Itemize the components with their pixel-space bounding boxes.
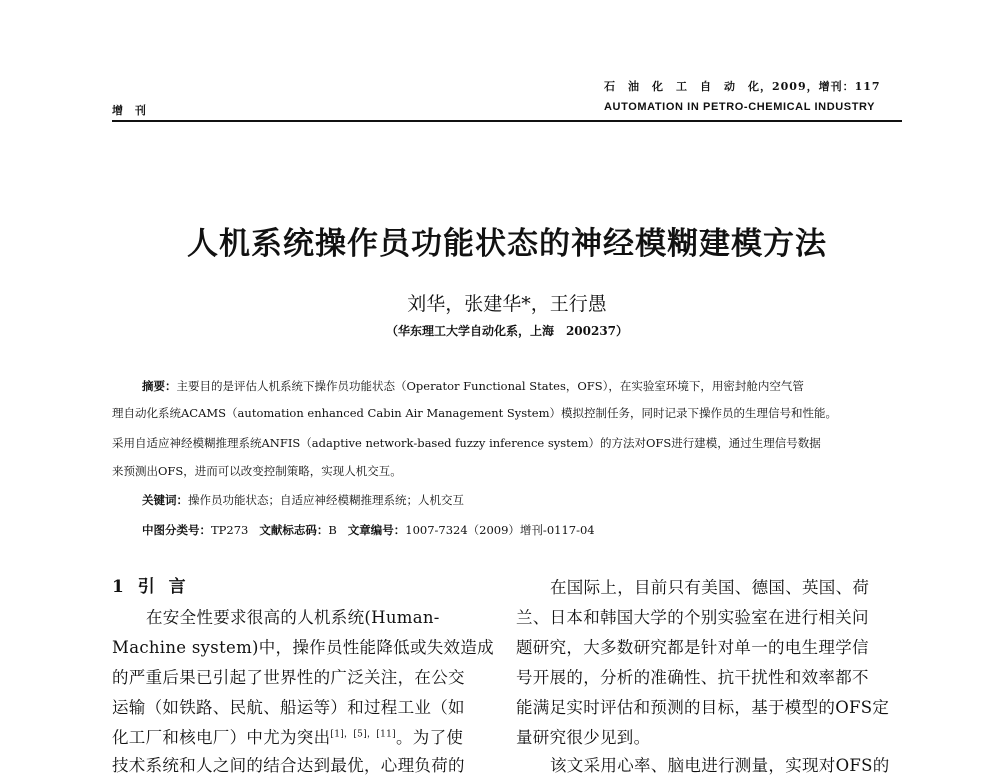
article-id-value: 1007-7324（2009）增刊-0117-04 bbox=[405, 523, 595, 537]
paper-title: 人机系统操作员功能状态的神经模糊建模方法 bbox=[187, 226, 827, 262]
citation-refs: [1]，[5]，[11] bbox=[330, 729, 396, 740]
right-col-line-1: 在国际上，目前只有美国、德国、英国、荷 bbox=[550, 578, 870, 597]
paper-affiliation: （华东理工大学自动化系，上海 200237） bbox=[385, 324, 629, 338]
abstract-line-4: 来预测出OFS，进而可以改变控制策略，实现人机交互。 bbox=[112, 464, 402, 478]
keywords-text: 操作员功能状态；自适应神经模糊推理系统；人机交互 bbox=[188, 493, 464, 507]
right-col-line-2: 兰、日本和韩国大学的个别实验室在进行相关问 bbox=[516, 608, 869, 627]
left-col-line-5-text: 化工厂和核电厂）中尤为突出 bbox=[112, 728, 331, 747]
article-id-label: 文章编号： bbox=[347, 523, 406, 537]
left-col-line-4: 运输（如铁路、民航、船运等）和过程工业（如 bbox=[112, 698, 465, 717]
doc-code-label: 文献标志码： bbox=[259, 523, 329, 537]
abstract-text-1: 主要目的是评估人机系统下操作员功能状态（Operator Functional States，OFS），在实验室环境下，用密封舱内空气管 bbox=[176, 379, 804, 393]
left-col-line-5 bbox=[112, 724, 463, 748]
abstract-line-2: 理自动化系统ACAMS（automation enhanced Cabin Air Management System）模拟控制任务，同时记录下操作员的生理信号和性能。 bbox=[112, 406, 838, 420]
left-col-line-1: 在安全性要求很高的人机系统(Human- bbox=[146, 608, 440, 627]
keywords bbox=[142, 492, 464, 508]
left-col-line-6: 技术系统和人之间的结合达到最优，心理负荷的 bbox=[112, 756, 465, 775]
right-col-line-4: 号开展的，分析的准确性、抗干扰性和效率都不 bbox=[516, 668, 869, 687]
doc-code-value: B bbox=[328, 523, 337, 537]
left-col-line-5-tail: 。为了使 bbox=[395, 728, 464, 747]
right-col-line-6: 量研究很少见到。 bbox=[516, 728, 651, 747]
paper-authors: 刘华，张建华*，王行愚 bbox=[407, 293, 607, 315]
clc-value: TP273 bbox=[211, 523, 249, 537]
journal-header: 石 油 化 工 自 动 化，2009，增刊：117 bbox=[604, 80, 881, 93]
right-col-line-5: 能满足实时评估和预测的目标，基于模型的OFS定 bbox=[516, 698, 890, 717]
abstract-line-1 bbox=[142, 378, 804, 394]
section-heading: 1 引 言 bbox=[112, 577, 190, 597]
keywords-label: 关键词： bbox=[142, 493, 188, 507]
classification-line bbox=[142, 522, 595, 538]
left-col-line-3: 的严重后果已引起了世界性的广泛关注，在公交 bbox=[112, 668, 465, 687]
header-rule bbox=[112, 120, 902, 122]
supplement-label: 增 刊 bbox=[112, 104, 150, 117]
left-col-line-2: Machine system)中，操作员性能降低或失效造成 bbox=[112, 638, 494, 657]
abstract-label: 摘要： bbox=[142, 379, 177, 393]
journal-english-title: AUTOMATION IN PETRO-CHEMICAL INDUSTRY bbox=[604, 101, 876, 113]
clc-label: 中图分类号： bbox=[142, 523, 211, 537]
abstract-line-3: 采用自适应神经模糊推理系统ANFIS（adaptive network-based fuzzy inference system）的方法对OFS进行建模，通过生理信号数据 bbox=[112, 436, 821, 450]
right-col-line-3: 题研究，大多数研究都是针对单一的电生理学信 bbox=[516, 638, 869, 657]
right-col-line-7: 该文采用心率、脑电进行测量，实现对OFS的 bbox=[550, 756, 890, 775]
